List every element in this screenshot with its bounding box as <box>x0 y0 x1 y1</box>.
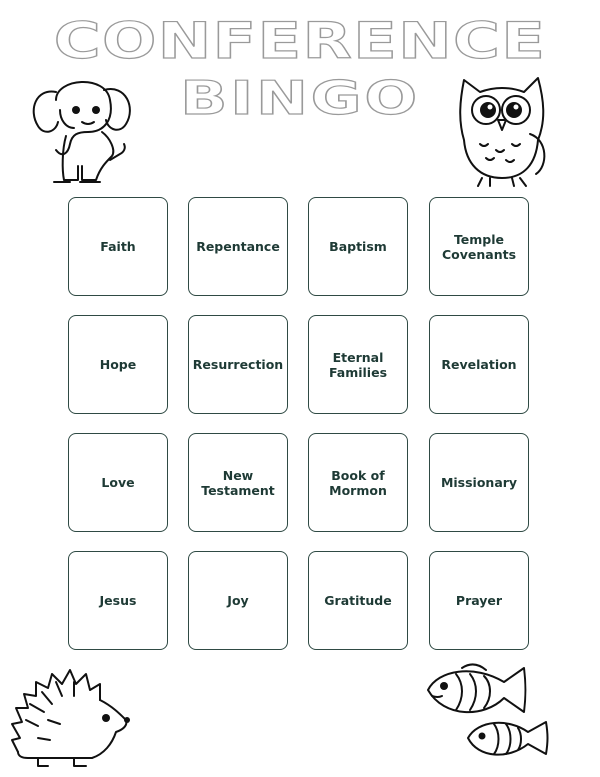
bingo-cell-label: Eternal Families <box>328 349 388 380</box>
bingo-cell-label: Revelation <box>441 357 517 372</box>
bingo-cell-label: Hope <box>99 357 137 372</box>
bingo-cell-label: Gratitude <box>324 593 392 608</box>
bingo-cell[interactable] <box>429 551 529 650</box>
bingo-cell[interactable] <box>68 197 168 296</box>
owl-icon <box>452 70 552 188</box>
bingo-cell[interactable] <box>429 433 529 532</box>
bingo-cell-label: Joy <box>227 593 249 608</box>
bingo-cell-label: Book of Mormon <box>329 467 387 498</box>
bingo-cell[interactable] <box>68 551 168 650</box>
bingo-cell-label: Faith <box>100 239 136 254</box>
bingo-cell-label: Resurrection <box>192 357 284 372</box>
bingo-cell[interactable] <box>68 433 168 532</box>
bingo-cell[interactable] <box>188 433 288 532</box>
bingo-cell[interactable] <box>308 433 408 532</box>
bingo-cell-label: Repentance <box>196 239 280 254</box>
bingo-cell[interactable] <box>429 197 529 296</box>
bingo-cell[interactable] <box>188 315 288 414</box>
hedgehog-icon <box>8 660 132 772</box>
title-line-2: BINGO <box>180 71 420 125</box>
fish-icon <box>424 660 558 766</box>
bingo-cell-label: Prayer <box>455 593 503 608</box>
bingo-cell-label: Jesus <box>99 593 137 608</box>
bingo-cell-label: Temple Covenants <box>441 231 517 262</box>
bingo-cell[interactable] <box>308 315 408 414</box>
bingo-cell-label: Love <box>101 475 135 490</box>
elephant-icon <box>26 70 138 188</box>
bingo-cell[interactable] <box>188 197 288 296</box>
bingo-cell[interactable] <box>308 197 408 296</box>
bingo-cell[interactable] <box>68 315 168 414</box>
bingo-cell[interactable] <box>429 315 529 414</box>
bingo-cell-label: New Testament <box>201 467 275 498</box>
bingo-cell[interactable] <box>308 551 408 650</box>
bingo-cell-label: Missionary <box>440 475 518 490</box>
bingo-cell[interactable] <box>188 551 288 650</box>
bingo-grid <box>68 197 530 650</box>
title-line-1: CONFERENCE <box>53 12 547 70</box>
bingo-cell-label: Baptism <box>329 239 387 254</box>
